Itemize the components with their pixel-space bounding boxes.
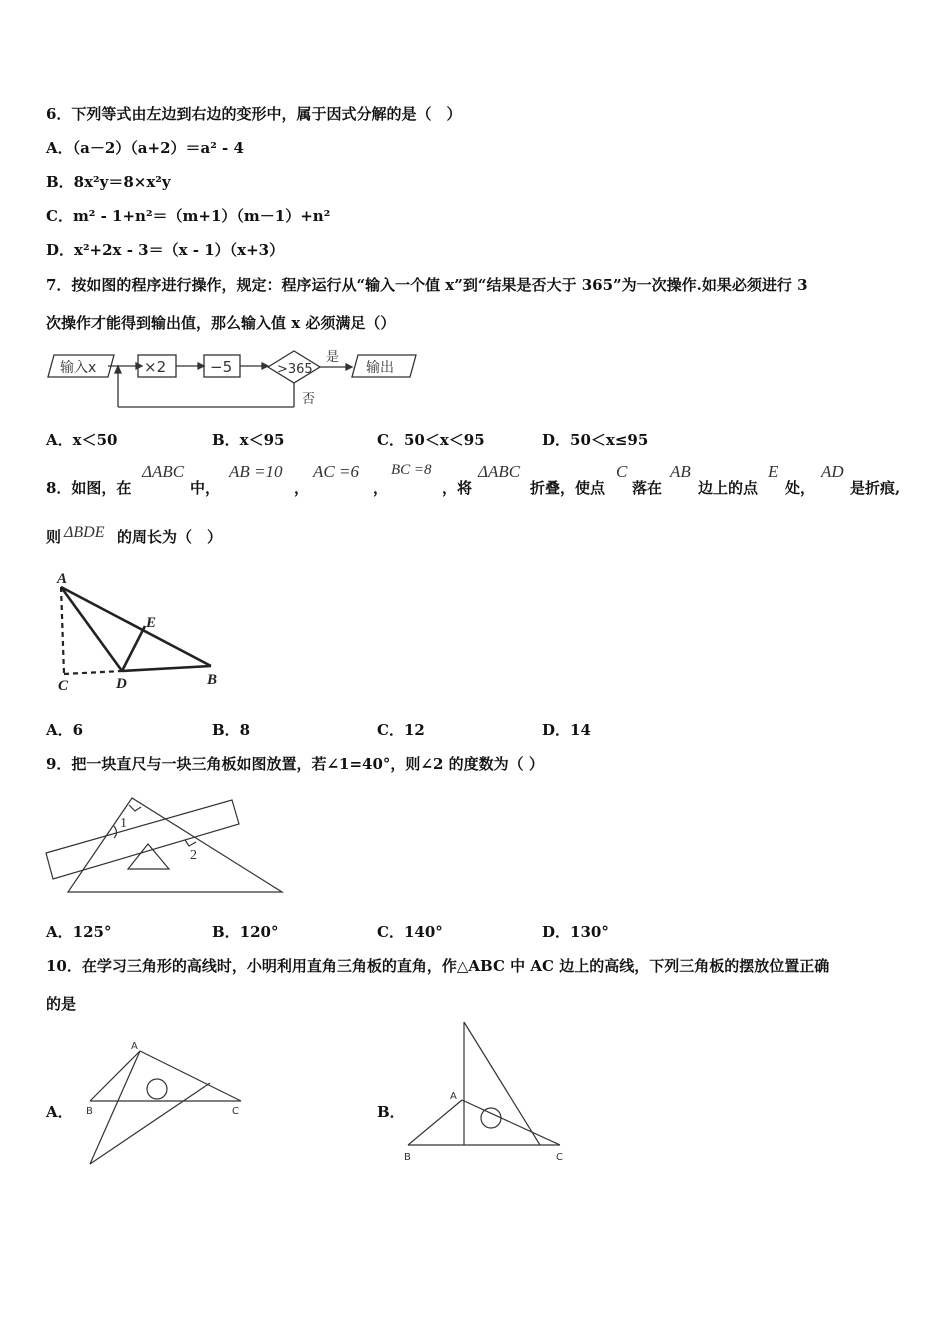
q8-option-c: C．12	[377, 721, 425, 739]
q7-stem-line1: 7．按如图的程序进行操作，规定：程序运行从“输入一个值 x”到“结果是否大于 365”为一次操作.如果必须进行 3	[46, 276, 808, 294]
q8-text-8: 边上的点	[698, 479, 759, 497]
q8-text-1: 8．如图，在	[46, 479, 132, 497]
q9-option-b: B．120°	[212, 923, 279, 941]
q6-stem: 6．下列等式由左边到右边的变形中，属于因式分解的是（ ）	[46, 105, 462, 123]
q9-angle-1-label: 1	[120, 816, 127, 831]
q6-option-b: B．8x²y＝8×x²y	[46, 173, 171, 191]
q10b-label-c: C	[556, 1152, 563, 1163]
q7-flowchart	[46, 345, 426, 413]
q6-option-d: D．x²+2x - 3＝（x - 1）（x+3）	[46, 241, 285, 259]
q8-math-bde: ΔBDE	[64, 524, 105, 541]
q7-stem-line2: 次操作才能得到输出值，那么输入值 x 必须满足（）	[46, 314, 396, 332]
q7-option-d: D．50＜x≤95	[542, 431, 649, 449]
q8-label-e: E	[146, 615, 157, 631]
q8-text-6: 折叠，使点	[530, 479, 606, 497]
q8-option-d: D．14	[542, 721, 591, 739]
q6-option-a: A．（a－2）（a+2）＝a² - 4	[46, 139, 244, 157]
q9-option-c: C．140°	[377, 923, 443, 941]
q8-math-c: C	[616, 462, 628, 481]
q8-line2-b: 的周长为（ ）	[117, 528, 223, 546]
q8-math-bc: BC =8	[391, 462, 432, 478]
q10a-label-c: C	[232, 1106, 239, 1117]
q8-label-d: D	[116, 676, 127, 692]
q9-angle-2-label: 2	[190, 848, 197, 863]
q8-math-abc-2: ΔABC	[478, 462, 521, 481]
q8-math-e: E	[768, 462, 779, 481]
q7-option-a: A．x＜50	[46, 431, 118, 449]
q8-line2-a: 则	[46, 528, 62, 546]
flow-input-text: 输入x	[60, 360, 97, 376]
q8-text-3: ，	[294, 479, 310, 497]
q9-inner-triangle	[128, 844, 169, 869]
q8-text-7: 落在	[632, 479, 663, 497]
q8-option-a: A．6	[46, 721, 84, 739]
q10b-label-a: A	[450, 1091, 457, 1102]
q8-label-c: C	[58, 678, 69, 693]
q8-text-2: 中，	[190, 479, 221, 497]
flow-times-text: ×2	[144, 358, 167, 376]
q9-ruler	[46, 800, 239, 879]
q8-text-4: ，	[373, 479, 389, 497]
q8-label-a: A	[57, 571, 68, 587]
flow-minus-text: −5	[210, 358, 233, 376]
q8-math-ab-2: AB	[670, 462, 691, 481]
q10-option-b-label: B．	[377, 1103, 405, 1121]
q10a-label-a: A	[131, 1041, 138, 1052]
flow-compare-text: >365	[277, 362, 313, 377]
q8-text-9: 处，	[785, 479, 816, 497]
flow-yes-text: 是	[326, 350, 340, 365]
q7-option-b: B．x＜95	[212, 431, 285, 449]
q7-option-c: C．50＜x＜95	[377, 431, 485, 449]
q8-triangle-figure	[50, 568, 230, 693]
q10-stem-line2: 的是	[46, 995, 77, 1013]
q6-option-c: C．m² - 1+n²＝（m+1）（m－1）+n²	[46, 207, 331, 225]
q8-math-abc: ΔABC	[142, 462, 185, 481]
q10-figure-a	[80, 1038, 250, 1168]
q10a-label-b: B	[86, 1106, 93, 1117]
q8-math-ac: AC =6	[313, 462, 359, 481]
q9-option-a: A．125°	[46, 923, 112, 941]
q10-stem-line1: 10．在学习三角形的高线时，小明利用直角三角板的直角，作△ABC 中 AC 边上的高线，下列三角板的摆放位置正确	[46, 957, 830, 975]
q8-text-10: 是折痕,	[850, 479, 901, 497]
flow-no-text: 否	[302, 392, 316, 407]
q9-ruler-triangle-figure	[44, 793, 289, 899]
q8-label-b: B	[207, 672, 218, 688]
q9-set-square	[68, 798, 282, 892]
q10b-label-b: B	[404, 1152, 411, 1163]
q8-math-ab: AB =10	[229, 462, 283, 481]
q8-text-5: ，将	[442, 479, 473, 497]
q10-figure-b	[400, 1018, 570, 1168]
flow-output-text: 输出	[366, 360, 394, 376]
q8-option-b: B．8	[212, 721, 251, 739]
q8-math-ad: AD	[821, 462, 844, 481]
q9-option-d: D．130°	[542, 923, 609, 941]
q9-stem: 9．把一块直尺与一块三角板如图放置，若∠1=40°，则∠2 的度数为（ ）	[46, 755, 544, 773]
q10-option-a-label: A．	[46, 1103, 73, 1121]
